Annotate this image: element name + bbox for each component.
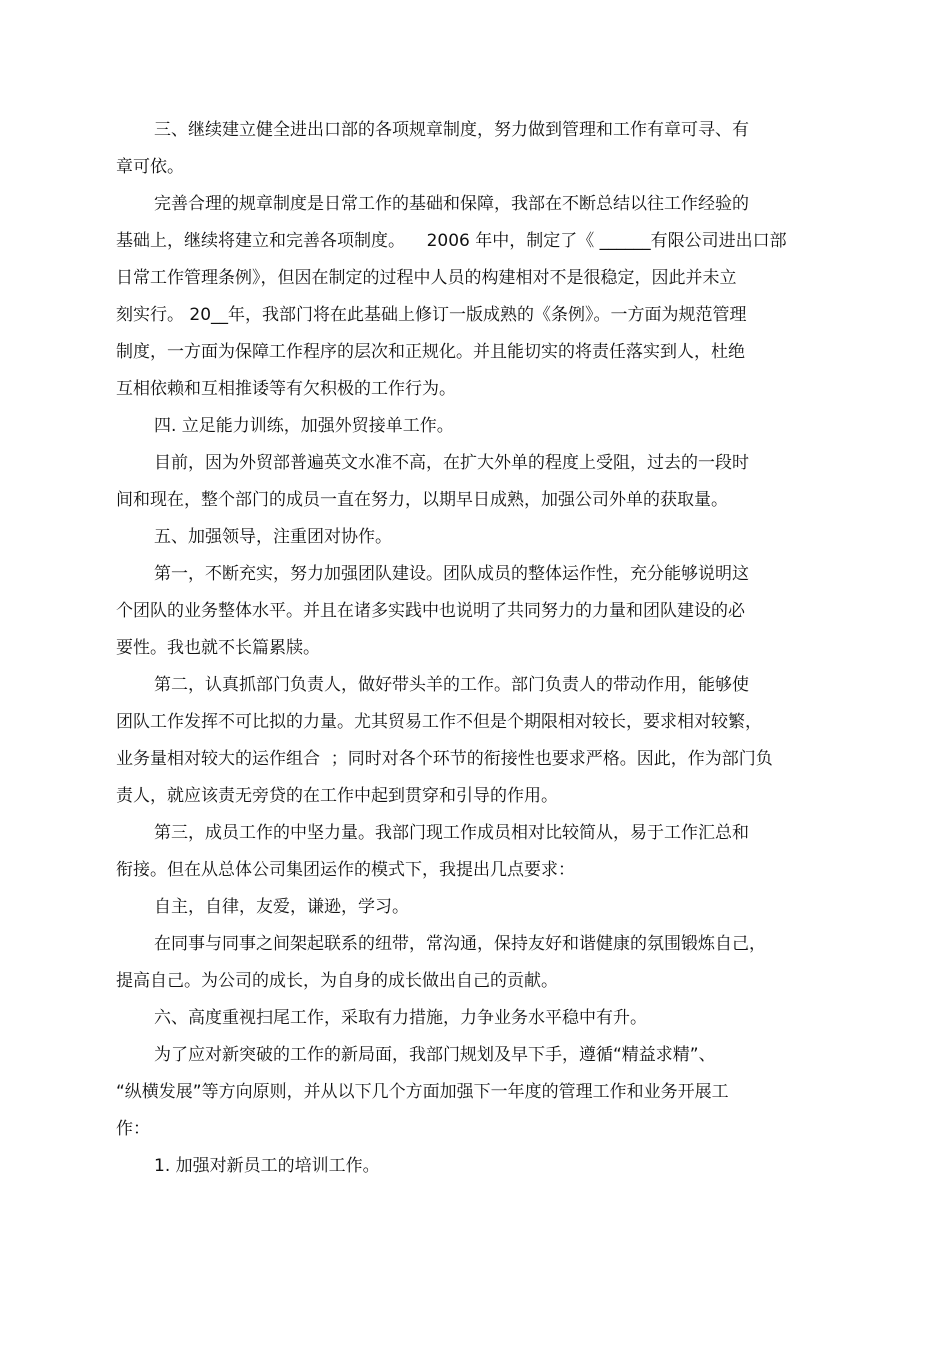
text-line: 团队工作发挥不可比拟的力量。尤其贸易工作不但是个期限相对较长，要求相对较繁， [116,712,762,732]
text-line: 刻实行。 20__年，我部门将在此基础上修订一版成熟的《条例》。一方面为规范管理 [116,305,747,325]
text-line: 为了应对新突破的工作的新局面，我部门规划及早下手，遵循“精益求精”、 [154,1045,716,1065]
text-line: 个团队的业务整体水平。并且在诸多实践中也说明了共同努力的力量和团队建设的必 [116,601,745,621]
section-heading: 五、加强领导，注重团对协作。 [154,527,392,547]
list-item: 1. 加强对新员工的培训工作。 [154,1156,380,1176]
text-line: 基础上，继续将建立和完善各项制度。 2006 年中，制定了《 ______有限公司进出口部 [116,231,787,251]
text-line: “纵横发展”等方向原则，并从以下几个方面加强下一年度的管理工作和业务开展工 [116,1082,729,1102]
text-line: 间和现在，整个部门的成员一直在努力，以期早日成熟，加强公司外单的获取量。 [116,490,728,510]
text-line: 作： [116,1119,150,1139]
text-line: 责人，就应该责无旁贷的在工作中起到贯穿和引导的作用。 [116,786,558,806]
section-heading: 四. 立足能力训练，加强外贸接单工作。 [154,416,454,436]
text-line: 在同事与同事之间架起联系的纽带，常沟通，保持友好和谐健康的氛围锻炼自己， [154,934,766,954]
text-line: 三、继续建立健全进出口部的各项规章制度，努力做到管理和工作有章可寻、有 [154,120,749,140]
text-line: 自主，自律，友爱，谦逊，学习。 [154,897,409,917]
text-line: 日常工作管理条例》，但因在制定的过程中人员的构建相对不是很稳定，因此并未立 [116,268,737,288]
text-line: 互相依赖和互相推诿等有欠积极的工作行为。 [116,379,456,399]
text-line: 章可依。 [116,157,184,177]
text-line: 制度，一方面为保障工作程序的层次和正规化。并且能切实的将责任落实到人，杜绝 [116,342,745,362]
text-line: 第三，成员工作的中坚力量。我部门现工作成员相对比较简从，易于工作汇总和 [154,823,749,843]
text-line: 业务量相对较大的运作组合 ；同时对各个环节的衔接性也要求严格。因此，作为部门负 [116,749,773,769]
text-line: 目前，因为外贸部普遍英文水准不高，在扩大外单的程度上受阻，过去的一段时 [154,453,749,473]
text-line: 完善合理的规章制度是日常工作的基础和保障，我部在不断总结以往工作经验的 [154,194,749,214]
text-line: 提高自己。为公司的成长，为自身的成长做出自己的贡献。 [116,971,558,991]
text-line: 第一，不断充实，努力加强团队建设。团队成员的整体运作性，充分能够说明这 [154,564,749,584]
text-line: 第二，认真抓部门负责人，做好带头羊的工作。部门负责人的带动作用，能够使 [154,675,749,695]
text-line: 要性。我也就不长篇累牍。 [116,638,320,658]
text-line: 衔接。但在从总体公司集团运作的模式下，我提出几点要求： [116,860,575,880]
section-heading: 六、高度重视扫尾工作，采取有力措施，力争业务水平稳中有升。 [154,1008,647,1028]
